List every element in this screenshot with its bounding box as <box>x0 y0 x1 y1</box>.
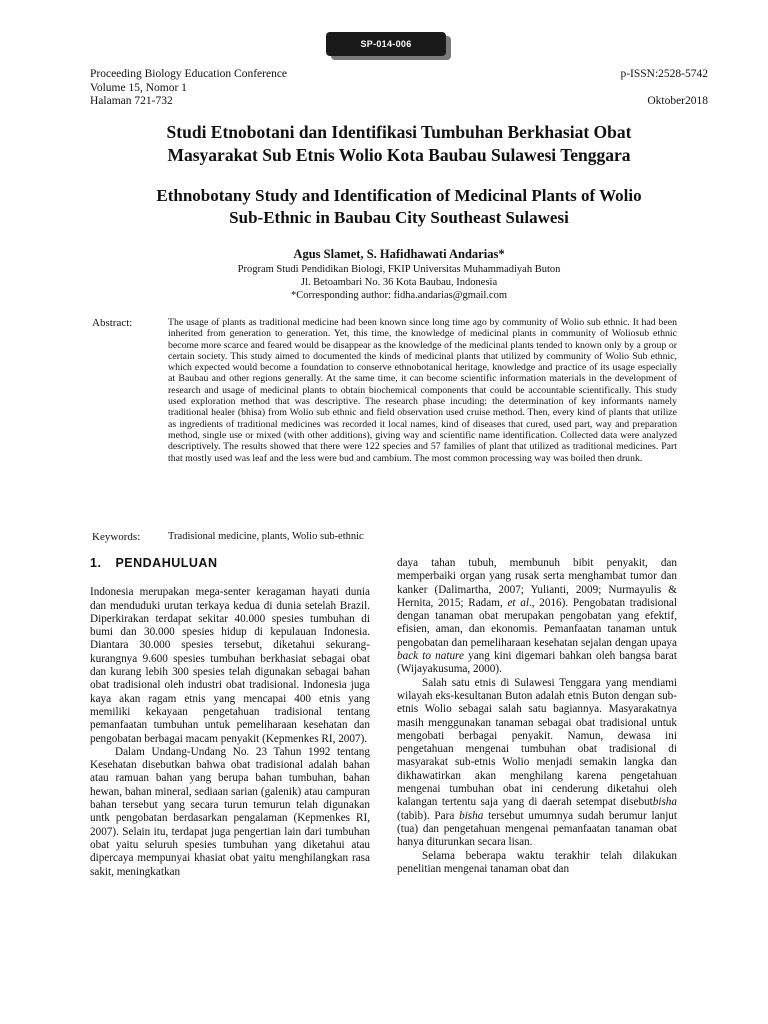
corresponding-author: *Corresponding author: fidha.andarias@gmail.com <box>290 290 508 301</box>
page-range: Halaman 721-732 <box>90 95 173 107</box>
title-indonesian <box>90 121 708 167</box>
section-title: PENDAHULUAN <box>115 556 218 570</box>
text-run: daya tahan tubuh, membunuh bibit penyakit, dan memperbaiki organ yang rusak serta menghambat tumor dan kanker (Dalimartha, 2007; Yulianti, 2009; Nurmayulis & Hernita, 2015; Radam, <box>397 557 677 609</box>
abstract-text: The usage of plants as traditional medicine had been known since long time ago by community of Wolio sub ethnic. It had been inherited from generation to generation. Yet, this time, the knowledge of medicinal plants in community of Woliosub ethnic become more scarce and feared would be disappear as the knowledge of the medicinal plants tended to known only by a group or certain society. This study aimed to documented the kinds of medicinal plants that utilized by community of Wolio Sub ethnic, which expected would become a foundation to conserve ethnobotanical heritage, knowledge and practice of its usage especially at Baubau and other regions generally. At the same time, it can become scientific information materials in the development of research and usage of medicinal plants to obtain biochemical components that could be accountable scientifically. This study used exploration method that was descriptive. The research phase incuding: the determination of key informants namely traditional healer (bhisa) from Wolio sub ethnic and field observation used cruise method. Then, every kind of plants that utilize as ingredients of traditional medicines was recorded it local names, kind of diseases that cured, used part, way and preparation method, single use or mixed (with other additions), giving way and scientific name identification. Collected data were analyzed descriptively. The results showed that there were 122 species and 57 families of plant that utilized as traditional medicines. Part that mostly used was leaf and the less were bud and cambium. The most common processing way was boiled then drunk. <box>168 317 677 464</box>
section-number: 1. <box>90 556 102 570</box>
paper-code-badge: SP-014-006 <box>326 32 446 56</box>
paragraph <box>397 677 677 850</box>
italic-run: et al <box>507 596 529 609</box>
title-english-line1: Ethnobotany Study and Identification of Medicinal Plants of Wolio <box>156 186 642 205</box>
paragraph: Indonesia merupakan mega-senter keragaman hayati dunia dan menduduki urutan terkaya kedua di dunia setelah Brazil. Diperkirakan terdapat sekitar 40.000 spesies tumbuhan di bumi dan 30.000 spesies hidup di kepulauan Indonesia. Diantara 30.000 spesies tersebut, diketahui sekurang-kurangnya 9.600 spesies tumbuhan berkhasiat sebagai obat dan kurang lebih 300 spesies telah digunakan sebagai bahan obat tradisional oleh industri obat tradisional. Indonesia juga kaya akan ragam etnis yang mencapai 400 etnis yang memiliki kekayaan pengetahuan tradisional tentang pemanfaatan tumbuhan untuk pemeliharaan kesehatan dan pengobatan berbagai macam penyakit (Kepmenkes RI, 2007). <box>90 586 370 745</box>
title-english-line2: Sub-Ethnic in Baubau City Southeast Sulawesi <box>229 208 569 227</box>
publication-date: Oktober2018 <box>647 95 708 107</box>
keywords-text: Tradisional medicine, plants, Wolio sub-ethnic <box>168 531 364 542</box>
italic-run: bisha <box>459 809 484 822</box>
page-header <box>90 68 708 109</box>
title-indonesian-line1: Studi Etnobotani dan Identifikasi Tumbuhan Berkhasiat Obat <box>166 122 632 142</box>
italic-run: bisha <box>652 796 677 809</box>
affiliation-address: Jl. Betoambari No. 36 Kota Baubau, Indonesia <box>300 277 498 288</box>
author-names: Agus Slamet, S. Hafidhawati Andarias* <box>293 247 505 261</box>
body-column-right <box>397 557 677 876</box>
affiliation-department: Program Studi Pendidikan Biologi, FKIP Universitas Muhammadiyah Buton <box>237 264 561 275</box>
conference-name: Proceeding Biology Education Conference <box>90 68 288 80</box>
paragraph <box>397 557 677 677</box>
text-run: ., 2016). Pengobatan tradisional dengan tanaman obat merupakan pengobatan yang efektif, efisien, aman, dan ekonomis. Pemanfaatan tanaman untuk pengobatan dan pemeliharaan kesehatan sejalan dengan upaya <box>397 596 678 649</box>
issn: p-ISSN:2528-5742 <box>620 68 708 80</box>
title-indonesian-line2: Masyarakat Sub Etnis Wolio Kota Baubau Sulawesi Tenggara <box>167 145 631 165</box>
text-run: tersebut umumnya sudah berumur lanjut (tua) dan pengetahuan mengenai pemanfaatan tanaman obat hanya diturunkan secara lisan. <box>397 809 678 849</box>
paragraph: Dalam Undang-Undang No. 23 Tahun 1992 tentang Kesehatan disebutkan bahwa obat tradisional adalah bahan atau ramuan bahan yang berupa bahan tumbuhan, bahan hewan, bahan mineral, sediaan sarian (galenik) atau campuran bahan tersebut yang secara turun temurun telah digunakan untk pengobatan berdasarkan pengalaman (Kepmenkes RI, 2007). Selain itu, terdapat juga pengertian lain dari tumbuhan obat yaitu seluruh spesies tumbuhan yang diketahui atau dipercaya mempunyai khasiat obat yaitu menghilangkan rasa sakit, meningkatkan <box>90 745 370 878</box>
abstract-label: Abstract: <box>92 317 133 329</box>
title-english <box>90 185 708 229</box>
italic-run: back to nature <box>397 650 464 663</box>
text-run: Salah satu etnis di Sulawesi Tenggara yang mendiami wilayah eks-kesultanan Buton adalah etnis Buton dengan sub-etnis Wolio sebagai salah satu bagiannya. Masyarakatnya masih menggunakan tanaman sebagai obat tradisional untuk mengobati berbagai penyakit. Namun, dewasa ini pengetahuan mengenai tumbuhan obat tradisional di masyarakat sub-etnis Wolio menjadi semakin langka dan dikhawatirkan akan menghilang karena pengetahuan mengenai tumbuhan obat ini cenderung diketahui oleh kalangan tertentu saja yang di daerah setempat disebut <box>397 676 677 809</box>
paragraph: Selama beberapa waktu terakhir telah dilakukan penelitian mengenai tanaman obat dan <box>397 849 677 875</box>
volume-number: Volume 15, Nomor 1 <box>90 81 187 94</box>
body-column-left <box>90 557 370 879</box>
keywords-label: Keywords: <box>92 531 141 543</box>
section-heading <box>90 557 370 570</box>
affiliation-block <box>90 263 708 302</box>
text-run: (tabib). Para <box>397 809 460 822</box>
text-run: yang kini digemari bahkan oleh bangsa barat (Wijayakusuma, 2000). <box>397 650 678 676</box>
